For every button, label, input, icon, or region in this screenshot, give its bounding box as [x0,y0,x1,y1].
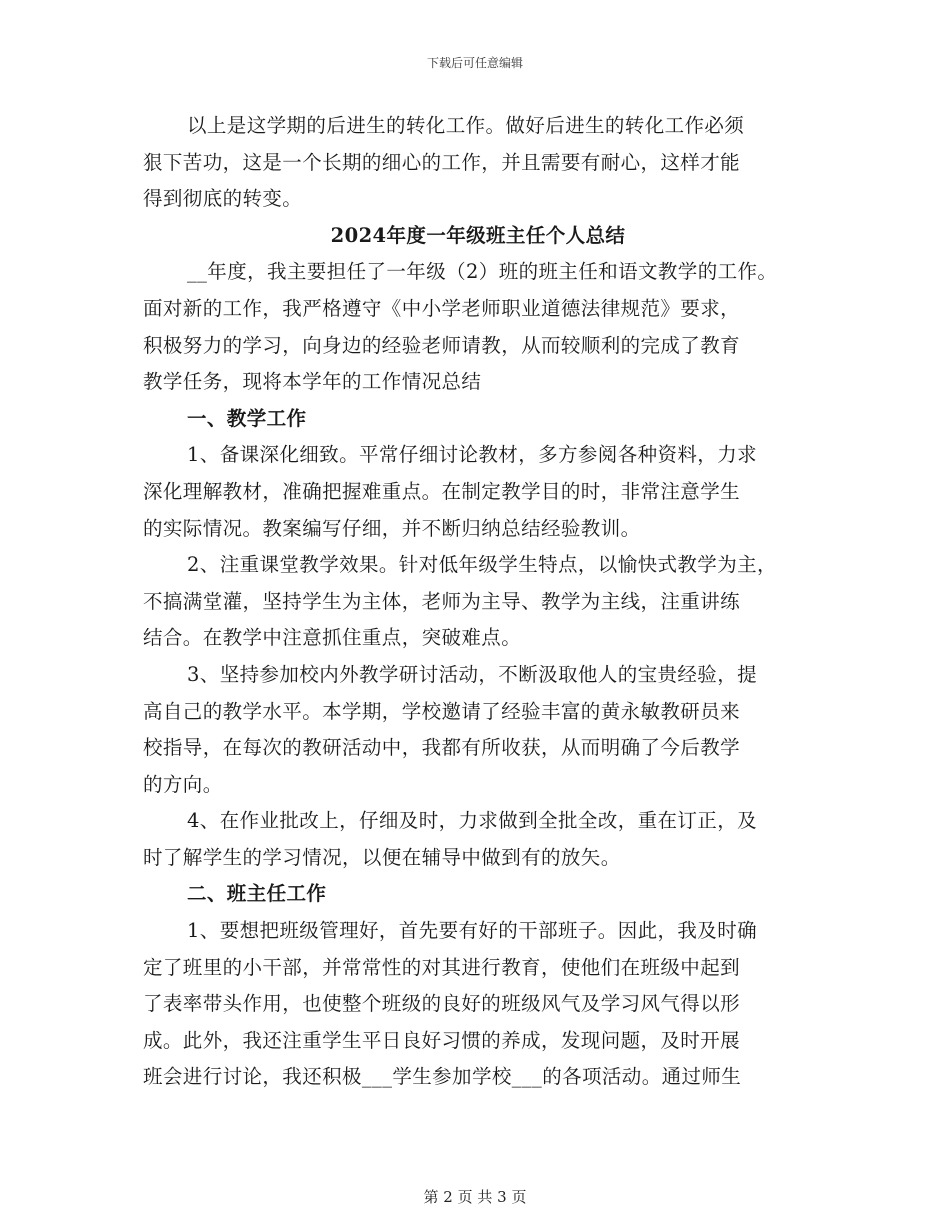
page-header: 下载后可任意编辑 [426,56,523,70]
text-line: 以上是这学期的后进生的转化工作。做好后进生的转化工作必须 [187,114,745,137]
text-line: 2、注重课堂教学效果。针对低年级学生特点，以愉快式教学为主， [187,553,777,577]
text-line: 成。此外，我还注重学生平日良好习惯的养成，发现问题，及时开展 [143,1028,741,1052]
text-line: 时了解学生的学习情况，以便在辅导中做到有的放矢。 [143,845,621,869]
text-line: __年度，我主要担任了一年级（2）班的班主任和语文教学的工作。 [187,260,778,284]
text-line: 1、备课深化细致。平常仔细讨论教材，多方参阅各种资料，力求 [187,443,758,467]
text-line: 班会进行讨论，我还积极___学生参加学校___的各项活动。通过师生 [143,1065,742,1089]
text-line: 3、坚持参加校内外教学研讨活动，不断汲取他人的宝贵经验，提 [187,662,758,686]
document-title: 2024年度一年级班主任个人总结 [330,223,626,247]
document-body [143,108,823,1096]
text-line: 狠下苦功，这是一个长期的细心的工作，并且需要有耐心，这样才能 [143,150,741,174]
section-heading: 二、班主任工作 [187,882,327,906]
section-heading: 一、教学工作 [187,406,307,430]
text-line: 了表率带头作用，也使整个班级的良好的班级风气及学习风气得以形 [143,992,741,1016]
text-line: 结合。在教学中注意抓住重点，突破难点。 [143,626,522,650]
text-line: 4、在作业批改上，仔细及时，力求做到全批全改，重在订正，及 [187,809,758,833]
text-line: 的实际情况。教案编写仔细，并不断归纳总结经验教训。 [143,516,641,540]
text-line: 深化理解教材，准确把握难重点。在制定教学目的时，非常注意学生 [143,479,741,503]
text-line: 得到彻底的转变。 [143,187,303,211]
text-line: 的方向。 [143,772,223,796]
text-line: 面对新的工作，我严格遵守《中小学老师职业道德法律规范》要求， [143,296,741,320]
page-footer: 第 2 页 共 3 页 [423,1188,527,1206]
text-line: 不搞满堂灌，坚持学生为主体，老师为主导、教学为主线，注重讲练 [143,589,741,613]
text-line: 高自己的教学水平。本学期，学校邀请了经验丰富的黄永敏教研员来 [143,699,741,723]
text-line: 1、要想把班级管理好，首先要有好的干部班子。因此，我及时确 [187,919,758,943]
text-line: 教学任务，现将本学年的工作情况总结 [143,370,482,394]
text-line: 定了班里的小干部，并常常性的对其进行教育，使他们在班级中起到 [143,955,741,979]
text-line: 积极努力的学习，向身边的经验老师请教，从而较顺利的完成了教育 [143,333,741,357]
text-line: 校指导，在每次的教研活动中，我都有所收获，从而明确了今后教学 [143,736,741,760]
